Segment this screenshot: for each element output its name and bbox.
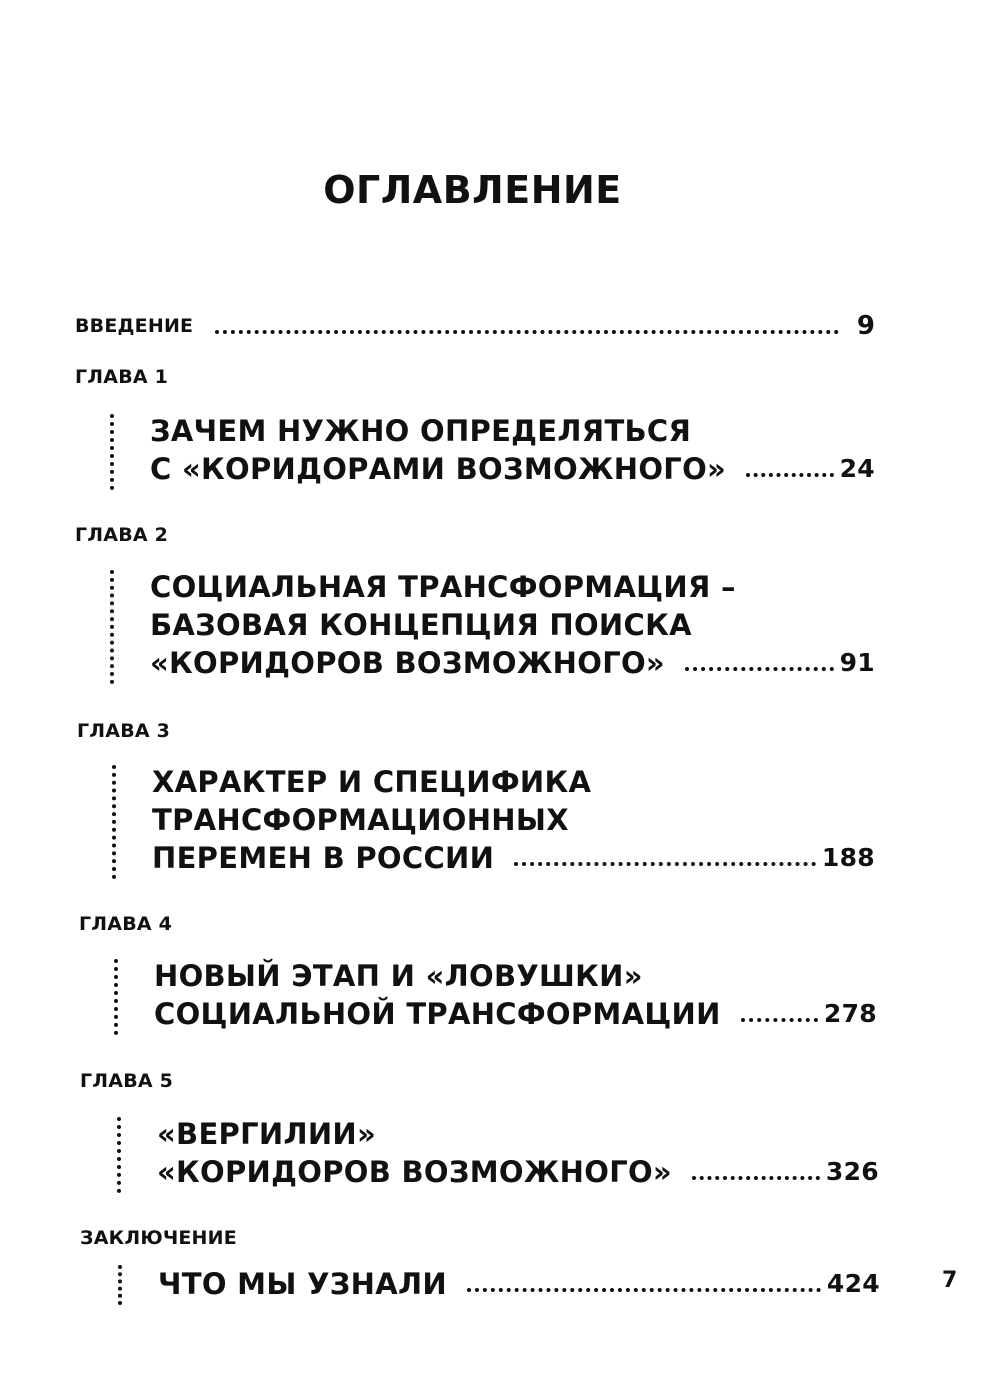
dotted-rail bbox=[114, 959, 118, 1035]
toc-entry-chapter-5[interactable] bbox=[117, 1115, 879, 1195]
dot-leader bbox=[685, 667, 834, 671]
dot-leader bbox=[467, 1288, 821, 1292]
chapter-4-label: ГЛАВА 4 bbox=[79, 913, 173, 935]
chapter-5-label: ГЛАВА 5 bbox=[80, 1070, 174, 1092]
dot-leader bbox=[741, 1018, 818, 1022]
entry-title-line: ПЕРЕМЕН В РОССИИ bbox=[152, 841, 495, 875]
entry-title-line: С «КОРИДОРАМИ ВОЗМОЖНОГО» bbox=[150, 452, 727, 486]
entry-last-line bbox=[154, 995, 877, 1033]
entry-last-line bbox=[158, 1265, 880, 1303]
entry-title-line: ХАРАКТЕР И СПЕЦИФИКА bbox=[152, 765, 592, 799]
entry-page-number: 24 bbox=[839, 454, 875, 483]
toc-entry-conclusion[interactable] bbox=[118, 1263, 880, 1307]
entry-title-line: НОВЫЙ ЭТАП И «ЛОВУШКИ» bbox=[154, 959, 643, 993]
entry-title-line: ЗАЧЕМ НУЖНО ОПРЕДЕЛЯТЬСЯ bbox=[150, 414, 692, 448]
toc-entry-chapter-3[interactable] bbox=[112, 763, 875, 881]
conclusion-label: ЗАКЛЮЧЕНИЕ bbox=[80, 1227, 237, 1249]
entry-title-line: «КОРИДОРОВ ВОЗМОЖНОГО» bbox=[157, 1155, 672, 1189]
entry-last-line bbox=[150, 450, 875, 488]
entry-page-number: 91 bbox=[839, 648, 875, 677]
entry-title-line: БАЗОВАЯ КОНЦЕПЦИЯ ПОИСКА bbox=[150, 608, 692, 642]
entry-page-number: 188 bbox=[821, 843, 875, 872]
entry-page-number: 278 bbox=[823, 999, 877, 1028]
dotted-rail bbox=[110, 570, 114, 684]
page-title: ОГЛАВЛЕНИЕ bbox=[323, 168, 622, 212]
dotted-rail bbox=[112, 765, 116, 879]
entry-title-line: СОЦИАЛЬНОЙ ТРАНСФОРМАЦИИ bbox=[154, 997, 721, 1031]
toc-entry-chapter-2[interactable] bbox=[110, 568, 875, 686]
entry-last-line bbox=[157, 1153, 879, 1191]
dot-leader bbox=[746, 473, 834, 477]
dotted-rail bbox=[117, 1117, 121, 1193]
entry-title-line: «ВЕРГИЛИИ» bbox=[157, 1117, 377, 1151]
entry-page-number: 424 bbox=[826, 1269, 880, 1298]
dotted-rail bbox=[118, 1265, 122, 1305]
intro-page-number: 9 bbox=[856, 311, 875, 341]
toc-entry-chapter-4[interactable] bbox=[114, 957, 877, 1037]
intro-label: ВВЕДЕНИЕ bbox=[75, 315, 194, 337]
chapter-2-label: ГЛАВА 2 bbox=[75, 524, 169, 546]
entry-title-line: СОЦИАЛЬНАЯ ТРАНСФОРМАЦИЯ – bbox=[150, 570, 736, 604]
dot-leader bbox=[514, 862, 816, 866]
dot-leader bbox=[692, 1176, 820, 1180]
dot-leader bbox=[215, 330, 839, 334]
entry-page-number: 326 bbox=[825, 1157, 879, 1186]
toc-entry-chapter-1[interactable] bbox=[110, 412, 875, 492]
chapter-3-label: ГЛАВА 3 bbox=[77, 720, 171, 742]
entry-title-line: ЧТО МЫ УЗНАЛИ bbox=[158, 1267, 447, 1301]
entry-title-line: ТРАНСФОРМАЦИОННЫХ bbox=[152, 803, 569, 837]
entry-title-line: «КОРИДОРОВ ВОЗМОЖНОГО» bbox=[150, 646, 665, 680]
toc-intro-row[interactable] bbox=[75, 306, 875, 346]
entry-last-line bbox=[152, 839, 875, 877]
dotted-rail bbox=[110, 414, 114, 490]
page-number: 7 bbox=[942, 1268, 958, 1293]
chapter-1-label: ГЛАВА 1 bbox=[75, 366, 169, 388]
entry-last-line bbox=[150, 644, 875, 682]
